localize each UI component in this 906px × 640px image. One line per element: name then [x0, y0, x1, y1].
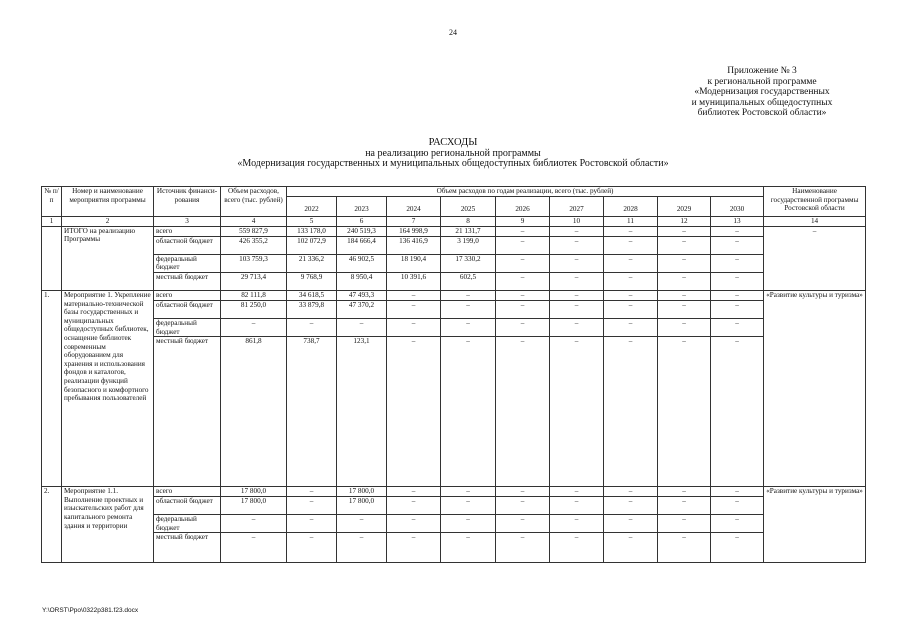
row-number: 1. — [42, 290, 62, 486]
table-row — [42, 226, 866, 236]
year-value: – — [496, 300, 550, 318]
year-value: – — [604, 497, 658, 515]
year-value: – — [658, 300, 711, 318]
column-number: 11 — [604, 217, 658, 227]
year-value: 184 666,4 — [337, 236, 387, 254]
column-number: 8 — [441, 217, 496, 227]
year-value: – — [387, 318, 441, 336]
header-year: 2023 — [337, 196, 387, 217]
year-value: – — [711, 497, 764, 515]
appendix-line: библиотек Ростовской области» — [697, 108, 827, 119]
total-value: 559 827,9 — [221, 226, 287, 236]
column-number: 6 — [337, 217, 387, 227]
year-value: – — [550, 515, 604, 533]
year-value: – — [441, 497, 496, 515]
year-value: – — [604, 515, 658, 533]
year-value: 33 879,8 — [287, 300, 337, 318]
year-value: – — [604, 533, 658, 563]
year-value: 17 330,2 — [441, 254, 496, 272]
year-value: – — [387, 487, 441, 497]
year-value: – — [337, 515, 387, 533]
year-value: – — [711, 226, 764, 236]
year-value: – — [387, 337, 441, 487]
total-value: 81 250,0 — [221, 300, 287, 318]
row-number — [42, 226, 62, 290]
year-value: – — [550, 337, 604, 487]
year-value: – — [441, 487, 496, 497]
column-number: 7 — [387, 217, 441, 227]
year-value: – — [711, 300, 764, 318]
year-value: – — [550, 272, 604, 290]
header-row — [42, 187, 866, 197]
year-value: 21 336,2 — [287, 254, 337, 272]
measure-name: Мероприятие 1.1. Выполнение проектных и изыскательских работ для капитального ремонта здания и территории — [62, 487, 154, 563]
year-value: – — [441, 318, 496, 336]
header-year: 2024 — [387, 196, 441, 217]
year-value: – — [711, 533, 764, 563]
state-program-name: «Развитие культуры и туризма» — [764, 290, 866, 486]
appendix-line: к региональной программе — [707, 76, 817, 87]
file-path-footer: Y:\ORST\Ppo\0322p381.f23.docx — [42, 607, 139, 614]
title-line: «Модернизация государственных и муниципальных общедоступных библиотек Ростовской области» — [237, 158, 669, 169]
header-year: 2022 — [287, 196, 337, 217]
column-number: 14 — [764, 217, 866, 227]
year-value: – — [287, 533, 337, 563]
year-value: 18 190,4 — [387, 254, 441, 272]
year-value: – — [441, 533, 496, 563]
year-value: – — [604, 300, 658, 318]
measure-name: ИТОГО на реализацию Программы — [62, 226, 154, 290]
year-value: – — [550, 290, 604, 300]
page-number: 24 — [449, 28, 457, 37]
column-number: 1 — [42, 217, 62, 227]
year-value: – — [550, 487, 604, 497]
header-source: Источник финанси-рования — [154, 187, 221, 217]
header-name: Номер и наименование мероприятия программы — [62, 187, 154, 217]
year-value: – — [711, 487, 764, 497]
header-year: 2028 — [604, 196, 658, 217]
year-value: – — [496, 290, 550, 300]
column-number: 12 — [658, 217, 711, 227]
year-value: 47 370,2 — [337, 300, 387, 318]
year-value: 123,1 — [337, 337, 387, 487]
year-value: – — [550, 226, 604, 236]
year-value: – — [496, 318, 550, 336]
table-row — [42, 515, 866, 533]
year-value: – — [711, 236, 764, 254]
table-row — [42, 337, 866, 487]
year-value: – — [337, 533, 387, 563]
year-value: – — [287, 318, 337, 336]
total-value: – — [221, 533, 287, 563]
year-value: – — [711, 290, 764, 300]
funding-source: федеральный бюджет — [154, 515, 221, 533]
header-year: 2026 — [496, 196, 550, 217]
year-value: 3 199,0 — [441, 236, 496, 254]
year-value: – — [496, 487, 550, 497]
year-value: – — [441, 515, 496, 533]
appendix-line: «Модернизация государственных — [694, 87, 830, 98]
table-row — [42, 290, 866, 300]
year-value: 164 998,9 — [387, 226, 441, 236]
year-value: 21 131,7 — [441, 226, 496, 236]
year-value: – — [658, 487, 711, 497]
year-value: 8 950,4 — [337, 272, 387, 290]
year-value: – — [387, 533, 441, 563]
year-value: 738,7 — [287, 337, 337, 487]
total-value: 17 800,0 — [221, 497, 287, 515]
year-value: – — [550, 236, 604, 254]
year-value: – — [496, 337, 550, 487]
year-value: 10 391,6 — [387, 272, 441, 290]
row-number: 2. — [42, 487, 62, 563]
funding-source: всего — [154, 226, 221, 236]
year-value: – — [711, 318, 764, 336]
title-line: на реализацию региональной программы — [365, 147, 541, 159]
year-value: – — [604, 290, 658, 300]
funding-source: областной бюджет — [154, 236, 221, 254]
column-number: 3 — [154, 217, 221, 227]
column-number: 4 — [221, 217, 287, 227]
table-row — [42, 272, 866, 290]
measure-name: Мероприятие 1. Укрепление материально-технической базы государственных и муниципальных общедоступных библиотек, оснащение библиотек современным оборудованием для хранения и использования фондов и каталогов, реализации функций безопасного и комфортного пребывания пользователей — [62, 290, 154, 486]
year-value: – — [550, 300, 604, 318]
expenses-table — [41, 186, 866, 563]
year-value: – — [496, 226, 550, 236]
year-value: – — [658, 272, 711, 290]
year-value: 102 072,9 — [287, 236, 337, 254]
column-number: 10 — [550, 217, 604, 227]
year-value: – — [658, 226, 711, 236]
header-total: Объем расходов, всего (тыс. рублей) — [221, 187, 287, 217]
year-value: 602,5 — [441, 272, 496, 290]
year-value: – — [658, 515, 711, 533]
year-value: 136 416,9 — [387, 236, 441, 254]
year-value: – — [550, 318, 604, 336]
table-row — [42, 318, 866, 336]
funding-source: местный бюджет — [154, 272, 221, 290]
year-value: 133 178,0 — [287, 226, 337, 236]
total-value: – — [221, 515, 287, 533]
total-value: 82 111,8 — [221, 290, 287, 300]
year-value: 240 519,3 — [337, 226, 387, 236]
table-row — [42, 487, 866, 497]
year-value: – — [387, 290, 441, 300]
year-value: – — [604, 272, 658, 290]
header-year: 2029 — [658, 196, 711, 217]
total-value: 103 759,3 — [221, 254, 287, 272]
year-value: – — [441, 300, 496, 318]
column-number: 9 — [496, 217, 550, 227]
appendix-line: Приложение № 3 — [727, 66, 797, 76]
year-value: – — [496, 515, 550, 533]
year-value: – — [604, 337, 658, 487]
year-value: – — [387, 497, 441, 515]
year-value: – — [337, 318, 387, 336]
header-program: Наименование государственной программы Ростовской области — [764, 187, 866, 217]
total-value: 861,8 — [221, 337, 287, 487]
column-number: 5 — [287, 217, 337, 227]
table-row — [42, 236, 866, 254]
table-body — [42, 226, 866, 563]
appendix-line: и муниципальных общедоступных — [691, 97, 833, 108]
year-value: – — [658, 497, 711, 515]
year-value: 47 493,3 — [337, 290, 387, 300]
funding-source: областной бюджет — [154, 300, 221, 318]
year-value: – — [387, 300, 441, 318]
state-program-name: – — [764, 226, 866, 290]
year-value: 46 902,5 — [337, 254, 387, 272]
column-number: 13 — [711, 217, 764, 227]
year-value: – — [604, 236, 658, 254]
year-value: – — [496, 497, 550, 515]
year-value: – — [711, 515, 764, 533]
year-value: – — [550, 533, 604, 563]
funding-source: всего — [154, 290, 221, 300]
year-value: – — [711, 254, 764, 272]
year-value: – — [496, 533, 550, 563]
header-years-group: Объем расходов по годам реализации, всего (тыс. рублей) — [287, 187, 764, 197]
year-value: 17 800,0 — [337, 497, 387, 515]
year-value: – — [287, 497, 337, 515]
funding-source: федеральный бюджет — [154, 254, 221, 272]
year-value: 9 768,9 — [287, 272, 337, 290]
total-value: 426 355,2 — [221, 236, 287, 254]
year-value: – — [387, 515, 441, 533]
year-value: – — [441, 337, 496, 487]
funding-source: всего — [154, 487, 221, 497]
table-row — [42, 533, 866, 563]
funding-source: местный бюджет — [154, 337, 221, 487]
document-title — [0, 138, 906, 170]
header-year: 2027 — [550, 196, 604, 217]
year-value: – — [496, 272, 550, 290]
title-line: РАСХОДЫ — [428, 137, 478, 148]
year-value: – — [658, 337, 711, 487]
header-num: № п/п — [42, 187, 62, 217]
column-numbers-row — [42, 217, 866, 227]
year-value: – — [287, 515, 337, 533]
year-value: – — [496, 236, 550, 254]
year-value: – — [604, 487, 658, 497]
year-value: – — [604, 226, 658, 236]
funding-source: федеральный бюджет — [154, 318, 221, 336]
table-row — [42, 497, 866, 515]
year-value: – — [658, 254, 711, 272]
year-value: – — [711, 272, 764, 290]
funding-source: местный бюджет — [154, 533, 221, 563]
year-value: – — [658, 533, 711, 563]
state-program-name: «Развитие культуры и туризма» — [764, 487, 866, 563]
table-row — [42, 254, 866, 272]
year-value: – — [658, 318, 711, 336]
header-year: 2030 — [711, 196, 764, 217]
year-value: – — [441, 290, 496, 300]
year-value: – — [658, 236, 711, 254]
year-value: – — [496, 254, 550, 272]
column-number: 2 — [62, 217, 154, 227]
year-value: – — [604, 254, 658, 272]
table-row — [42, 300, 866, 318]
total-value: 17 800,0 — [221, 487, 287, 497]
year-value: – — [550, 254, 604, 272]
year-value: – — [711, 337, 764, 487]
year-value: 34 618,5 — [287, 290, 337, 300]
funding-source: областной бюджет — [154, 497, 221, 515]
year-value: – — [550, 497, 604, 515]
year-value: 17 800,0 — [337, 487, 387, 497]
year-value: – — [604, 318, 658, 336]
header-year: 2025 — [441, 196, 496, 217]
year-value: – — [658, 290, 711, 300]
appendix-header — [662, 66, 862, 119]
total-value: 29 713,4 — [221, 272, 287, 290]
year-value: – — [287, 487, 337, 497]
total-value: – — [221, 318, 287, 336]
